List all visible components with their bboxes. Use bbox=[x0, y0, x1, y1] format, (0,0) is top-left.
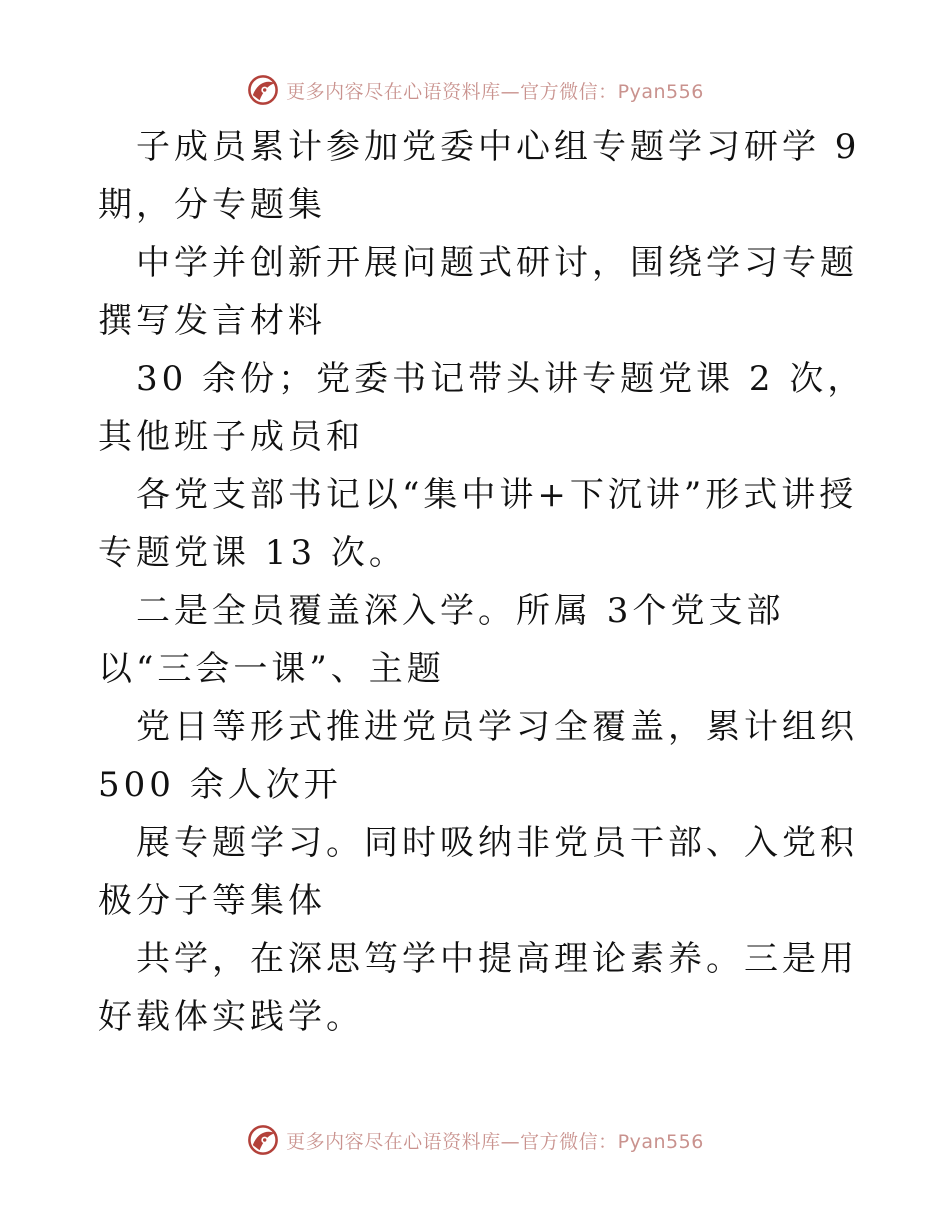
footer-separator: — bbox=[500, 1130, 521, 1153]
body-paragraph: 30 余份；党委书记带头讲专题党课 2 次，其他班子成员和 bbox=[98, 359, 866, 457]
body-paragraph: 子成员累计参加党委中心组专题学习研学 9 期，分专题集 bbox=[98, 127, 861, 225]
header-wechat: 官方微信：Pyan556 bbox=[520, 80, 704, 103]
body-paragraph: 各党支部书记以“集中讲+下沉讲”形式讲授专题党课 13 次。 bbox=[98, 475, 858, 573]
footer-banner-text bbox=[286, 1127, 704, 1154]
body-paragraph: 党日等形式推进党员学习全覆盖，累计组织 500 余人次开 bbox=[98, 707, 858, 805]
brand-logo-icon bbox=[246, 73, 280, 107]
body-paragraph: 共学，在深思笃学中提高理论素养。三是用好载体实践学。 bbox=[98, 939, 858, 1037]
body-paragraph: 展专题学习。同时吸纳非党员干部、入党积极分子等集体 bbox=[98, 823, 858, 921]
body-paragraph: 二是全员覆盖深入学。所属 3个党支部以“三会一课”、主题 bbox=[98, 591, 785, 689]
header-banner-text bbox=[286, 77, 704, 104]
header-banner bbox=[0, 72, 950, 108]
brand-logo-icon bbox=[246, 1123, 280, 1157]
footer-wechat: 官方微信：Pyan556 bbox=[520, 1130, 704, 1153]
footer-banner bbox=[0, 1122, 950, 1158]
body-paragraph: 中学并创新开展问题式研讨，围绕学习专题撰写发言材料 bbox=[98, 243, 858, 341]
header-separator: — bbox=[500, 80, 521, 103]
footer-site-name: 更多内容尽在心语资料库 bbox=[286, 1130, 501, 1153]
header-site-name: 更多内容尽在心语资料库 bbox=[286, 80, 501, 103]
document-body bbox=[98, 118, 868, 1046]
